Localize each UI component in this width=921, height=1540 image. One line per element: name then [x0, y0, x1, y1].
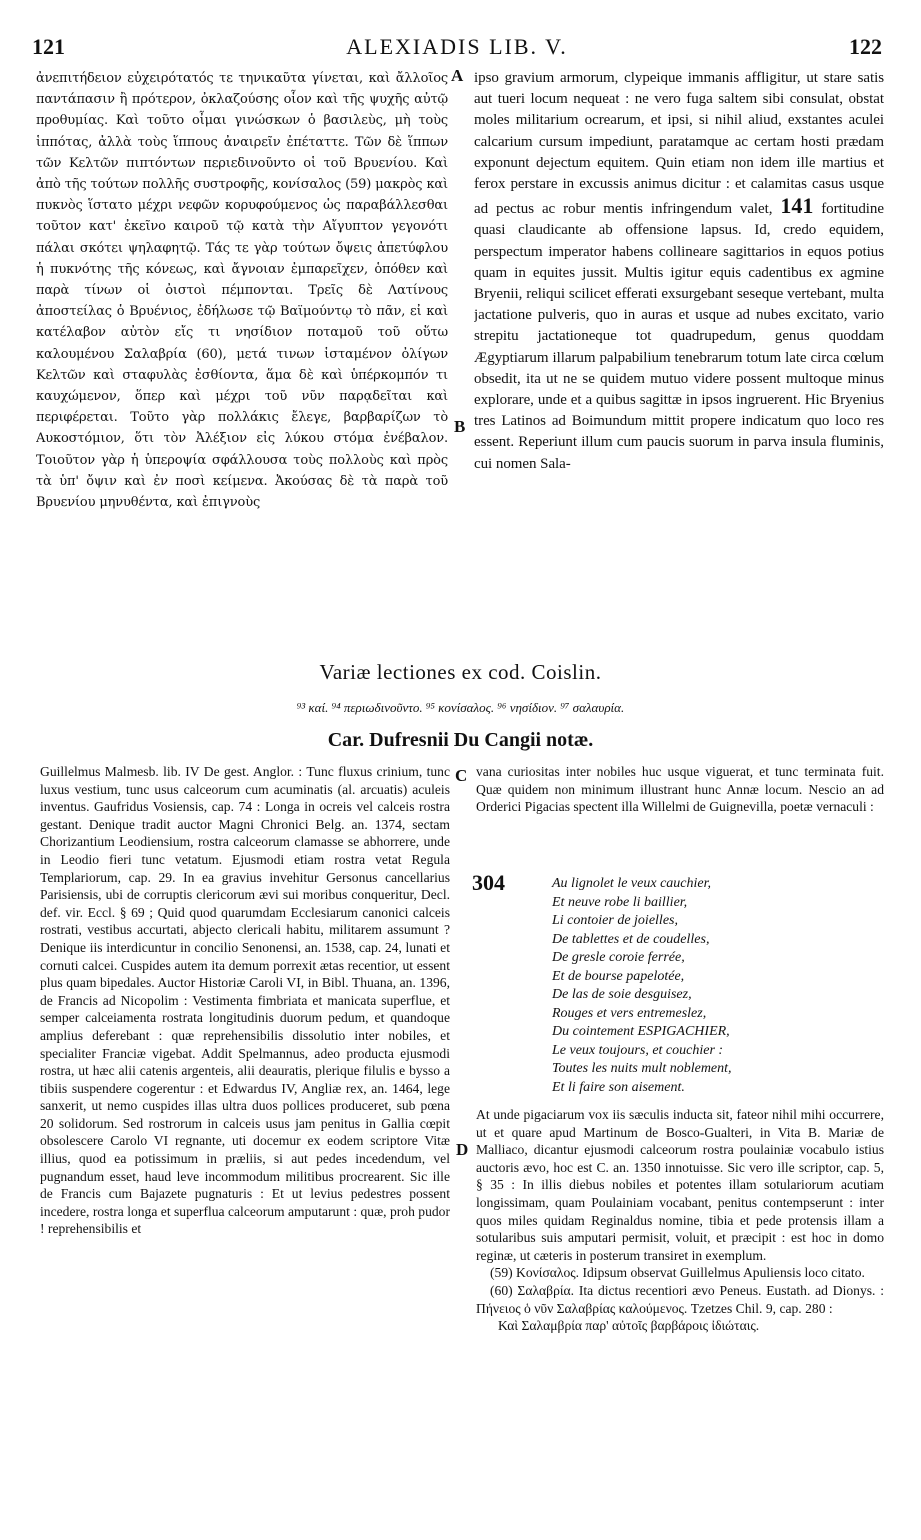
- poem-line: Au lignolet le veux cauchier,: [552, 876, 711, 891]
- margin-letter-d: D: [456, 1140, 469, 1159]
- greek-text-column: [36, 68, 448, 658]
- note-60-greek-verse: Καὶ Σαλαμβρία παρ' αὐτοῖς βαρβάροις ἰδιώταις.: [498, 1318, 760, 1334]
- poem-line: Du cointement ESPIGACHIER,: [552, 1024, 730, 1039]
- margin-letter-b: B: [454, 417, 466, 436]
- latin-text-column: [474, 68, 884, 658]
- poem-line: Li contoier de joielles,: [552, 913, 678, 928]
- notes-right-bottom: [476, 1106, 884, 1466]
- page-number-right: 122: [849, 34, 882, 59]
- variae-lectiones-readings: ⁹³ καί. ⁹⁴ περιωδινοῦντο. ⁹⁵ κονίσαλος. ⁹⁶ νησίδιον. ⁹⁷ σαλαυρία.: [296, 700, 625, 715]
- greek-text: ἀνεπιτήδειον εὐχειρότατός τε τηνικαῦτα γίνεται, καὶ ἄλλοῖος παντάπασιν ἢ πρότερον, ὀκλαζούσης οἷον καὶ τῆς ψυχῆς αὐτῷ προθυμίας. Καὶ τοῦτο οἶμαι γινώσκων ὁ βασιλεὺς, μὴ τοὺς ἱππότας, ἀλλὰ τοὺς ἵππους ἀναιρεῖν ἐπέταττε. Τῶν δὲ ἵππων τῶν Κελτῶν πιπτόντων περιεδινοῦντο οἱ τοῦ Βρυενίου. Καὶ ἀπὸ τῆς τούτων πολλῆς συστροφῆς, κονίσαλος (59) μακρὸς καὶ πυκνὸς ἵστατο μέχρι νεφῶν κορυφούμενος ὡς παραβάλλεσθαι τοῦτον κατ' ἐκεῖνο καιροῦ τῷ κατὰ τὴν Αἴγυπτον γεγονότι πάλαι σκότει ψηλαφητῷ. Τάς τε γὰρ τούτων ὄψεις ἀπετύφλου ἡ πυκνότης τῆς κόνεως, καὶ ἄγνοιαν ἐμπαρεῖχεν, ὁπόθεν καὶ παρὰ τίνων οἱ ὀιστοὶ πέμπονται. Τρεῖς δὲ Λατίνους ἀποστείλας ὁ Βρυένιος, ἐδήλωσε τῷ Βαϊμούντῳ τὸ πᾶν, εἰ καὶ κατέλαβον αὐτὸν εἴς τι νησίδιον ποταμοῦ τοῦ οὕτω καλουμένου Σαλαβρία (60), μετά τινων ἱσταμένον ὀλίγων Κελτῶν καὶ σταφυλὰς ἐσθίοντα, ἅμα δὲ καὶ ὑπέρκομπόν τι καυχώμενον, ὅπερ καὶ μέχρι τοῦ νῦν παρᾳδεῖται καὶ περιφέρεται. Τοῦτο γὰρ πολλάκις ἔλεγε, βαρβαρίζων τὸ Αυκοστόμιον, ὅτι τὸν Ἀλέξιον εἰς λύκου στόμα ἐνέβαλον. Τοιοῦτον γὰρ ἡ ὑπεροψία σφάλλουσα τοὺς πολλοὺς καὶ πρὸς τὰ ὑπ' ὄψιν καὶ ἐν ποσὶ κείμενα. Ἀκούσας δὲ τὰ παρὰ τοῦ Βρυενίου μηνυθέντα, καὶ ἐπιγνοὺς: [36, 71, 448, 511]
- running-header: [32, 34, 882, 64]
- poem-line: Et neuve robe li baillier,: [552, 894, 688, 910]
- margin-letter-a: A: [451, 66, 464, 85]
- note-59: (59) Κονίσαλος. Idipsum observat Guillelmus Apuliensis loco citato.: [490, 1265, 865, 1281]
- margin-letter-c: C: [455, 766, 468, 785]
- vernacular-poem: [552, 875, 882, 1097]
- latin-text: [474, 68, 884, 475]
- poem-line: Rouges et vers entremeslez,: [552, 1005, 707, 1021]
- column-number-304: 304: [472, 870, 505, 895]
- poem-line: Toutes les nuits mult noblement,: [552, 1061, 732, 1076]
- page-number-left: 121: [32, 34, 65, 59]
- note-60: (60) Σαλαβρία. Ita dictus recentiori ævo Peneus. Eustath. ad Dionys. : Πήνειος ὁ νῦν Σαλαβρίας καλούμενος. Tzetzes Chil. 9, cap. 280 :: [476, 1282, 884, 1316]
- variae-lectiones-heading: Variæ lectiones ex cod. Coislin.: [319, 660, 602, 684]
- poem-line: Et de bourse papelotée,: [552, 968, 685, 984]
- latin-text-part-2: fortitudine quasi claudicante ab offensione lapsus. Id, credo equidem, perspectum imperator habens collineare sagittarios in equos potius quam in equites jussit. Multis igitur equis cadentibus ex agmine Bryenii, reliqui scilicet efferati exsurgebant seseque vertebant, multa jactatione pulveris, quo in auras et usque ad nubes excitato, vario strepitu jactationeque tot quadrupedum, genus quoddam Ægyptiarum illarum palpabilium tenebrarum totum late circa cœlum obsedit, ita ut ne se quidem mutuo videre possent multoque minus explorare, unde et a quibus sagittæ in ipsos ingruerent. Hic Bryenius tres Latinos ad Boimundum mittit propere indicatum quo loco res essent. Reperiunt illum cum paucis suorum in parva insula fluminis, cui nomen Sala-: [474, 201, 884, 472]
- notes-left-text: Guillelmus Malmesb. lib. IV De gest. Anglor. : Tunc fluxus crinium, tunc luxus vestium, tunc usus calceorum cum acuminatis (al. arcuatis) aculeis inventus. Gaufridus Vosiensis, cap. 74 : Longa in ocreis vel calceis rostra gestant. Denique tradit auctor Magni Chronici Belg. an. 1374, sectam Chorizantium Leodiensium, rostra calceorum clamasse se abhorrere, unde in Leodio fieri tunc vetatum. Ejusmodi etiam rostra vetat Regula Templariorum, cap. 29. In ea gravius invehitur Gersonus cancellarius Parisiensis, ubi de corruptis clericorum ævi sui moribus conqueritur, Decl. def. vir. Eccl. § 69 ; Quid quod quarumdam Ecclesiarum canonici calceis rostrati, vestibus accurtati, abjecto clericali habitu, militarem assumunt ? Denique iis interdicuntur in concilio Senonensi, an. 1538, cap. 24, lunati et cornuti calcei. Cuspides autem ita demum porrexit ætas recentior, ut essent plus quam bipedales. Auctor Historiæ Caroli VI, in Bibl. Thuana, an. 1396, de Francis ad Nicopolim : Vestimenta fimbriata et manicata superflue, et semper calceiamenta rostrata longitudinis duorum pedum, et quandoque amplius deferebant : quæ reprehensibilis dissolutio inter nobiles, et specialiter Franciæ vigebat. Addit Spelmannus, adeo producta ejusmodi rostra, ut hæc alii catenis argenteis, alii deauratis, plerique filulis e bysso a tibiis suspendere cogerentur : et Edwardus IV, Angliæ rex, an. 1464, lege sanxerit, ut nemo cuspides illas ultra duos pollices produceret, sub pœna 20 solidorum. Sed rostrorum in calceis usus jam penitus in Gallia cœpit obsolescere Carolo VI regnante, uti docemur ex eodem scriptore Vitæ illius, quod ea potissimum in præliis, si aut pedes incedendum, vel pugnandum esset, haud leve incommodum militibus procrearent. Sic ille de Francis cum Bajazete pugnaturis : Et ut levius pedestres possent incedere, rostra longa et superflua calceorum amputarunt : quæ, proh pudor ! reprehensibilis et: [40, 764, 450, 1237]
- poem-line: De tablettes et de coudelles,: [552, 931, 710, 947]
- poem-line: Le veux toujours, et couchier :: [552, 1042, 724, 1058]
- running-title: ALEXIADIS LIB. V.: [346, 34, 568, 59]
- column-number-141: 141: [780, 193, 814, 219]
- notes-right-top-text: vana curiositas inter nobiles huc usque viguerat, et tunc terminata fuit. Quæ quidem non minimum illustrant hunc Annæ locum. Nescio an ad Orderici Pigacias spectent illa Willelmi de Guignevilla, poetæ vernaculi :: [476, 764, 884, 815]
- notes-right-top: [476, 763, 884, 853]
- latin-text-part-1: ipso gravium armorum, clypeique immanis affligitur, ut stare satis aut tueri locum nequeat : ne vero fuga saltem sibi consulat, obstat moles militarium ocrearum, et ipsi, si nihil aliud, exstantes aculei calcarium cursum impediunt, paratamque ac certam hosti prædam exponunt dejectum equitem. Quin etiam non idem ille martius et ferox perstare in excussis animus dicitur : et calamitas casus usque ad pectus ac robur mentis infringendum valet,: [474, 70, 884, 218]
- notes-right-bottom-text: At unde pigaciarum vox iis sæculis inducta sit, fateor nihil mihi occurrere, ut et quare apud Martinum de Bosco-Gualteri, in Vita B. Mariæ de Malliaco, dicantur ejusmodi calceorum rostra poulainiæ vocabulo istius auctoris ævo, hoc est C. an. 1350 innotuisse. Sic vero ille scriptor, cap. 5, § 35 : In illis diebus nobiles et potentes illam sotulariorum acutiam longissimam, quam Poulainiam vocabant, penitus contempserunt : inter quos miles quidam Reginaldus nomine, tibia et pede protensis illam a sotularibus suis amputari permisit, voluit, et præcipit : est hoc in domo reginæ, ut cæteris in posterum transiret in exemplum.: [476, 1107, 884, 1263]
- du-cange-notes-heading: Car. Dufresnii Du Cangii notæ.: [327, 729, 594, 751]
- poem-line: De gresle coroie ferrée,: [552, 950, 685, 965]
- poem-line: Et li faire son aisement.: [552, 1079, 685, 1095]
- notes-left-column: [40, 763, 450, 1453]
- poem-line: De las de soie desguisez,: [552, 987, 692, 1002]
